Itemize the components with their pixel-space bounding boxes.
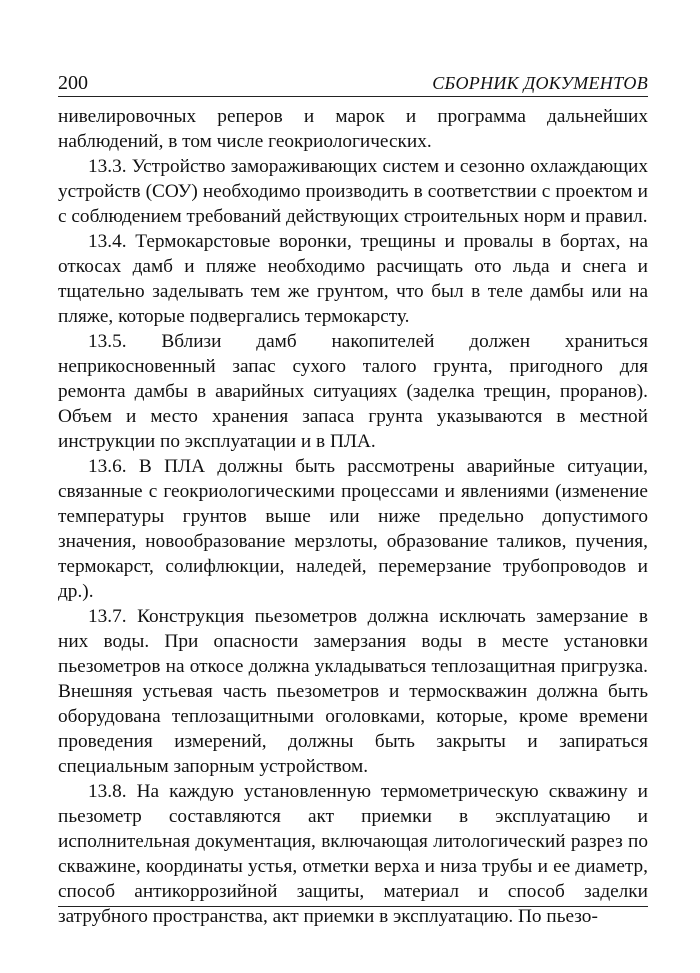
running-title: СБОРНИК ДОКУМЕНТОВ xyxy=(432,73,648,93)
paragraph-13-3: 13.3. Устройство замораживающих систем и сезонно охлаждающих устройств (СОУ) необходимо производить в соответствии с проектом и с соблюдением требований действующих строительных норм и правил. xyxy=(58,156,648,227)
paragraph-continuation: нивелировочных реперов и марок и программа дальнейших наблюдений, в том числе геокриологических. xyxy=(58,106,648,152)
page-header xyxy=(58,68,648,97)
paragraph-13-8: 13.8. На каждую установленную термометрическую скважину и пьезометр составляются акт приемки в эксплуатацию и исполнительная документация, включающая литологический разрез по скважине, координаты устья, отметки верха и низа трубы и ее диаметр, способ антикоррозийной защиты, материал и способ заделки затрубного пространства, акт приемки в эксплуатацию. По пьезо- xyxy=(58,781,648,927)
page-number: 200 xyxy=(58,72,88,94)
body-text xyxy=(58,104,648,929)
paragraph-13-4: 13.4. Термокарстовые воронки, трещины и провалы в бортах, на откосах дамб и пляже необходимо расчищать ото льда и снега и тщательно заделывать тем же грунтом, что был в теле дамбы или на пляже, которые подвергались термокарсту. xyxy=(58,231,648,327)
paragraph-13-5: 13.5. Вблизи дамб накопителей должен храниться неприкосновенный запас сухого талого грунта, пригодного для ремонта дамбы в аварийных ситуациях (заделка трещин, проранов). Объем и место хранения запаса грунта указываются в местной инструкции по эксплуатации и в ПЛА. xyxy=(58,331,648,452)
paragraph-13-7: 13.7. Конструкция пьезометров должна исключать замерзание в них воды. При опасности замерзания воды в месте установки пьезометров на откосе должна укладываться теплозащитная пригрузка. Внешняя устьевая часть пьезометров и термоскважин должна быть оборудована теплозащитными оголовками, которые, кроме времени проведения измерений, должны быть закрыты и запираться специальным запорным устройством. xyxy=(58,606,648,777)
paragraph-13-6: 13.6. В ПЛА должны быть рассмотрены аварийные ситуации, связанные с геокриологическими процессами и явлениями (изменение температуры грунтов выше или ниже предельно допустимого значения, новообразование мерзлоты, образование таликов, пучения, термокарст, солифлюкции, наледей, перемерзание трубопроводов и др.). xyxy=(58,456,648,602)
footer-rule xyxy=(58,906,648,907)
document-page xyxy=(58,68,648,929)
